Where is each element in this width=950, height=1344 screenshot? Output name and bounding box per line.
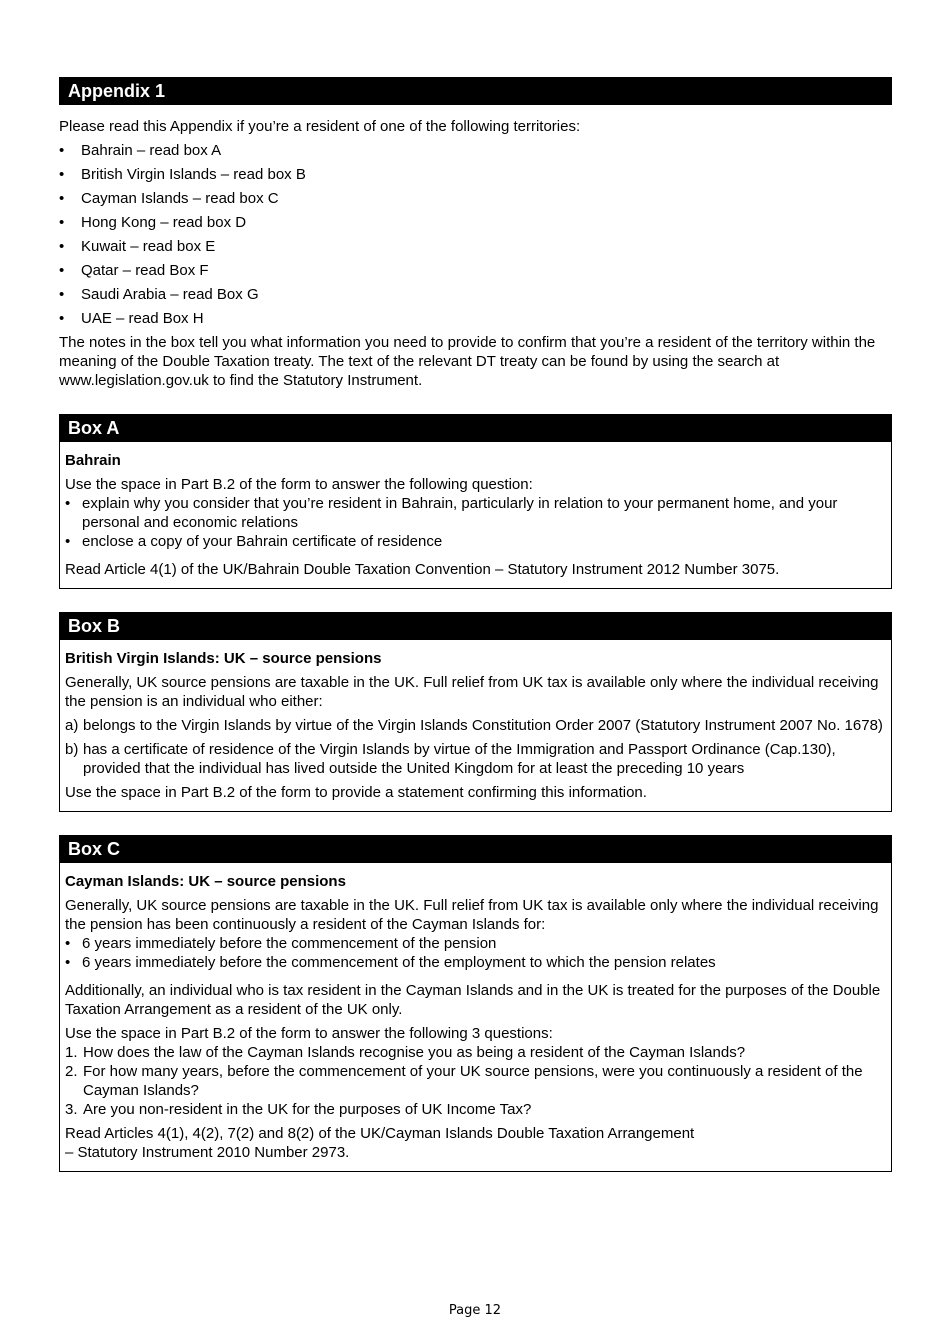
box-b — [59, 612, 892, 812]
list-item: • 6 years immediately before the commencement of the employment to which the pension relates — [65, 953, 885, 972]
box-a-title: Bahrain — [65, 452, 121, 469]
page-content — [59, 77, 892, 1172]
box-c-bullets — [65, 934, 885, 972]
box-c-question-2 — [65, 1062, 885, 1100]
box-c-additionally: Additionally, an individual who is tax resident in the Cayman Islands and in the UK is treated for the purposes of the Double Taxation Arrangement as a resident of the UK only. — [65, 982, 881, 1018]
box-c-title: Cayman Islands: UK – source pensions — [65, 873, 346, 890]
box-c-body — [59, 863, 892, 1172]
list-item: • UAE – read Box H — [59, 309, 892, 333]
item-text: How does the law of the Cayman Islands recognise you as being a resident of the Cayman Islands? — [83, 1044, 746, 1061]
list-item: • Cayman Islands – read box C — [59, 189, 892, 213]
item-text: Are you non-resident in the UK for the purposes of UK Income Tax? — [83, 1101, 532, 1118]
box-a-header: Box A — [59, 414, 892, 442]
list-item: • British Virgin Islands – read box B — [59, 165, 892, 189]
list-item: • 6 years immediately before the commencement of the pension — [65, 934, 885, 953]
box-a — [59, 414, 892, 589]
box-c-question-3 — [65, 1100, 885, 1119]
box-a-body — [59, 442, 892, 589]
box-b-body — [59, 640, 892, 812]
box-c-reference-line-2: – Statutory Instrument 2010 Number 2973. — [65, 1144, 350, 1161]
item-text: has a certificate of residence of the Virgin Islands by virtue of the Immigration and Passport Ordinance (Cap.130), provided that the individual has lived outside the United Kingdom for at least the preceding 10 years — [83, 741, 836, 777]
box-b-item-a — [65, 716, 885, 735]
territory-list — [59, 141, 892, 333]
box-c-question-1 — [65, 1043, 885, 1062]
item-label: 2. — [65, 1063, 78, 1080]
item-label: b) — [65, 741, 79, 758]
appendix-header: Appendix 1 — [59, 77, 892, 105]
box-c-reference-line-1: Read Articles 4(1), 4(2), 7(2) and 8(2) of the UK/Cayman Islands Double Taxation Arrangement — [65, 1125, 695, 1142]
box-b-header: Box B — [59, 612, 892, 640]
box-b-closing: Use the space in Part B.2 of the form to provide a statement confirming this information. — [65, 784, 647, 801]
box-b-intro: Generally, UK source pensions are taxable in the UK. Full relief from UK tax is available only where the individual receiving the pension is an individual who either: — [65, 674, 879, 710]
appendix-notes: The notes in the box tell you what information you need to provide to confirm that you’re a resident of the territory within the meaning of the Double Taxation treaty. The text of the relevant DT treaty can be found by using the search at www.legislation.gov.uk to find the Statutory Instrument. — [59, 334, 876, 389]
box-a-bullets — [65, 494, 885, 551]
list-item: • Bahrain – read box A — [59, 141, 892, 165]
box-c-lead: Use the space in Part B.2 of the form to answer the following 3 questions: — [65, 1025, 553, 1042]
list-item: • Hong Kong – read box D — [59, 213, 892, 237]
appendix-intro: Please read this Appendix if you’re a resident of one of the following territories: — [59, 118, 581, 135]
list-item: • Qatar – read Box F — [59, 261, 892, 285]
list-item: • Kuwait – read box E — [59, 237, 892, 261]
item-label: 1. — [65, 1044, 78, 1061]
box-c — [59, 835, 892, 1172]
item-label: a) — [65, 717, 79, 734]
box-c-intro: Generally, UK source pensions are taxable in the UK. Full relief from UK tax is available only where the individual receiving the pension has been continuously a resident of the Cayman Islands for: — [65, 897, 879, 933]
box-a-reference: Read Article 4(1) of the UK/Bahrain Double Taxation Convention – Statutory Instrument 2012 Number 3075. — [65, 561, 780, 578]
list-item: • enclose a copy of your Bahrain certificate of residence — [65, 532, 885, 551]
page-number: Page 12 — [448, 1303, 502, 1318]
item-label: 3. — [65, 1101, 78, 1118]
box-b-title: British Virgin Islands: UK – source pensions — [65, 650, 382, 667]
list-item: • explain why you consider that you’re resident in Bahrain, particularly in relation to your permanent home, and your personal and economic relations — [65, 494, 885, 532]
box-b-item-b — [65, 740, 885, 778]
box-a-lead: Use the space in Part B.2 of the form to answer the following question: — [65, 476, 533, 493]
list-item: • Saudi Arabia – read Box G — [59, 285, 892, 309]
item-text: belongs to the Virgin Islands by virtue of the Virgin Islands Constitution Order 2007 (Statutory Instrument 2007 No. 1678) — [83, 717, 883, 734]
box-c-header: Box C — [59, 835, 892, 863]
item-text: For how many years, before the commencement of your UK source pensions, were you continuously a resident of the Cayman Islands? — [83, 1063, 863, 1099]
